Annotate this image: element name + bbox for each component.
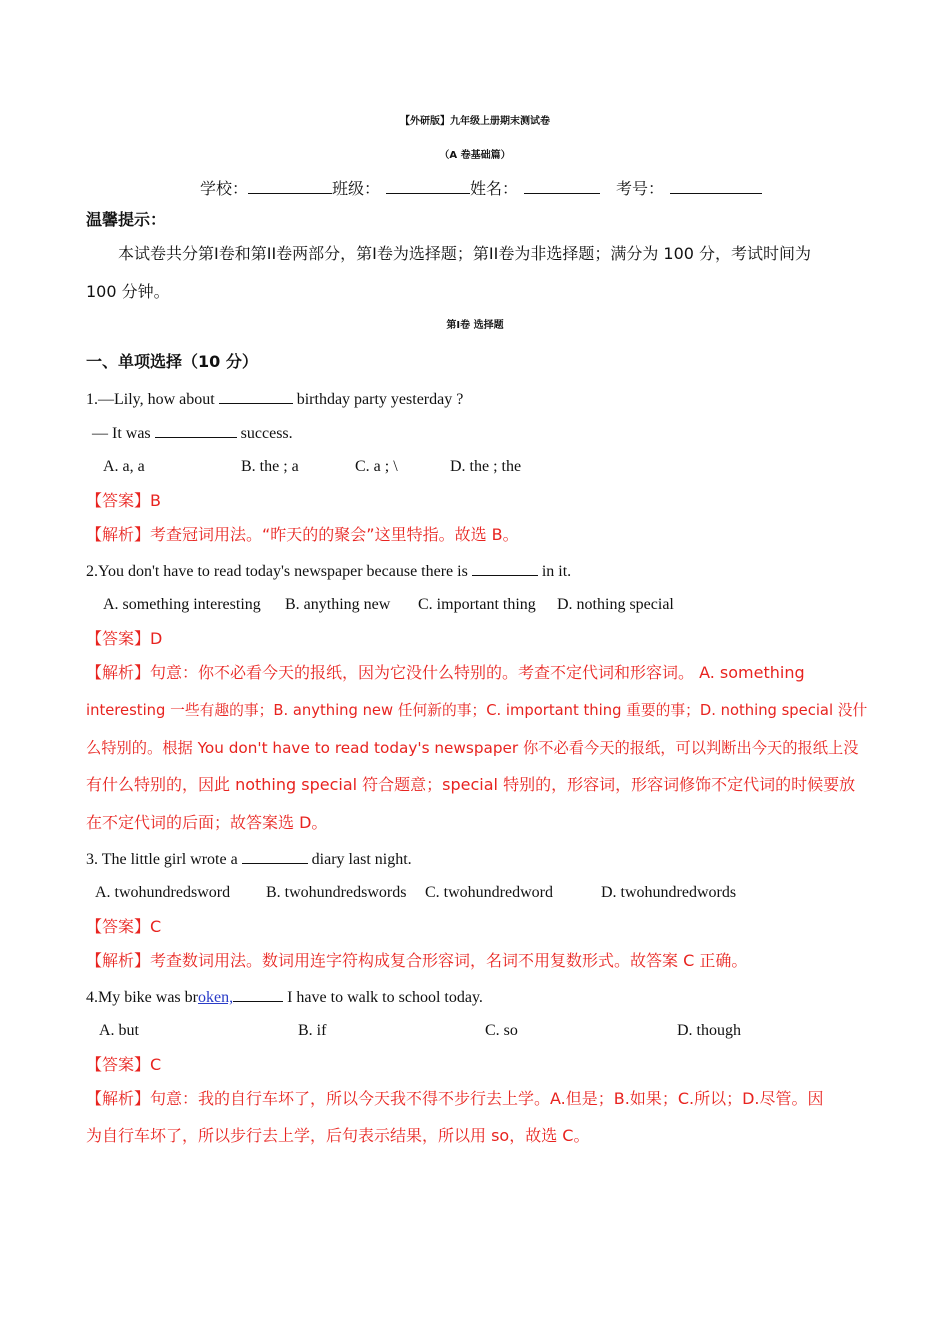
q1-option-c[interactable]: C. a ; \ — [355, 458, 398, 475]
q1-stem-text-a: 1.—Lily, how about — [86, 391, 215, 408]
q4-blank[interactable] — [233, 986, 283, 1002]
q3-option-c[interactable]: C. twohundredword — [425, 884, 553, 901]
q4-answer: 【答案】C — [86, 1055, 162, 1074]
q2-analysis-line-1: 【解析】句意：你不必看今天的报纸，因为它没什么特别的。考查不定代词和形容词。 A. something — [86, 663, 805, 682]
q1-reply-text-b: success. — [240, 425, 293, 442]
q1-option-b[interactable]: B. the ; a — [241, 458, 299, 475]
exam-subtitle: （A 卷基础篇） — [439, 150, 511, 161]
q3-option-b[interactable]: B. twohundredswords — [266, 884, 407, 901]
q3-answer: 【答案】C — [86, 917, 162, 936]
q2-analysis-line-5: 在不定代词的后面；故答案选 D。 — [86, 813, 328, 832]
q2-option-c[interactable]: C. important thing — [418, 596, 536, 613]
q4-analysis-line-2: 为自行车坏了，所以步行去上学，后句表示结果，所以用 so，故选 C。 — [86, 1126, 590, 1145]
tips-line-2: 100 分钟。 — [86, 282, 170, 301]
class-label: 班级： — [332, 179, 381, 198]
info-fields — [200, 178, 762, 199]
q4-analysis-line-1: 【解析】句意：我的自行车坏了，所以今天我不得不步行去上学。A.但是；B.如果；C.所以；D.尽管。因 — [86, 1089, 824, 1108]
q1-reply — [92, 422, 293, 444]
exam-no-label: 考号： — [616, 179, 665, 198]
q4-stem-text-b: I have to walk to school today. — [287, 989, 483, 1006]
q2-option-a[interactable]: A. something interesting — [103, 596, 261, 613]
q3-stem-text-a: 3. The little girl wrote a — [86, 851, 238, 868]
name-blank[interactable] — [524, 178, 600, 194]
q3-blank[interactable] — [242, 848, 308, 864]
q1-blank-1[interactable] — [219, 388, 293, 404]
q2-option-d[interactable]: D. nothing special — [557, 596, 674, 613]
q2-stem-text-b: in it. — [541, 563, 572, 580]
q4-stem — [86, 986, 483, 1008]
q2-analysis-line-4: 有什么特别的，因此 nothing special 符合题意；special 特别的，形容词，形容词修饰不定代词的时候要放 — [86, 775, 856, 794]
q4-stem-link[interactable]: oken, — [197, 989, 234, 1006]
q1-option-a[interactable]: A. a, a — [103, 458, 145, 475]
tips-heading: 温馨提示： — [86, 210, 167, 229]
school-blank[interactable] — [248, 178, 332, 194]
name-label: 姓名： — [470, 179, 519, 198]
q2-answer: 【答案】D — [86, 629, 163, 648]
q1-reply-text-a: — It was — [92, 425, 151, 442]
q2-stem-text-a: 2.You don't have to read today's newspaper because there is — [86, 563, 468, 580]
q4-option-b[interactable]: B. if — [298, 1022, 327, 1039]
q4-stem-text-a: 4.My bike was br — [86, 989, 198, 1006]
q1-stem-text-b: birthday party yesterday ? — [296, 391, 464, 408]
q1-answer: 【答案】B — [86, 491, 161, 510]
q3-option-d[interactable]: D. twohundredwords — [601, 884, 737, 901]
q1-analysis: 【解析】考查冠词用法。“昨天的的聚会”这里特指。故选 B。 — [86, 525, 519, 544]
exam-title: 【外研版】九年级上册期末测试卷 — [400, 116, 550, 127]
q2-option-b[interactable]: B. anything new — [285, 596, 391, 613]
q2-analysis-line-3: 么特别的。根据 You don't have to read today's newspaper 你不必看今天的报纸，可以判断出今天的报纸上没 — [86, 739, 859, 757]
q3-stem-text-b: diary last night. — [311, 851, 412, 868]
q1-option-d[interactable]: D. the ; the — [450, 458, 522, 475]
school-label: 学校： — [200, 179, 249, 198]
q1-blank-2[interactable] — [155, 422, 237, 438]
part1-title: 第I卷 选择题 — [446, 320, 504, 331]
q1-stem — [86, 388, 463, 410]
q3-option-a[interactable]: A. twohundredsword — [95, 884, 231, 901]
section-title: 一、单项选择（10 分） — [86, 352, 258, 371]
tips-line-1: 本试卷共分第I卷和第II卷两部分，第I卷为选择题；第II卷为非选择题；满分为 100 分，考试时间为 — [118, 244, 812, 263]
exam-no-blank[interactable] — [670, 178, 762, 194]
q3-stem — [86, 848, 412, 870]
q2-stem — [86, 560, 571, 582]
q4-option-c[interactable]: C. so — [485, 1022, 518, 1039]
q2-analysis-line-2: interesting 一些有趣的事；B. anything new 任何新的事；C. important thing 重要的事；D. nothing special 没什 — [86, 702, 868, 719]
q4-option-a[interactable]: A. but — [99, 1022, 139, 1039]
class-blank[interactable] — [386, 178, 470, 194]
q2-blank[interactable] — [472, 560, 538, 576]
q3-analysis: 【解析】考查数词用法。数词用连字符构成复合形容词，名词不用复数形式。故答案 C 正确。 — [86, 951, 748, 970]
q4-option-d[interactable]: D. though — [677, 1022, 741, 1039]
